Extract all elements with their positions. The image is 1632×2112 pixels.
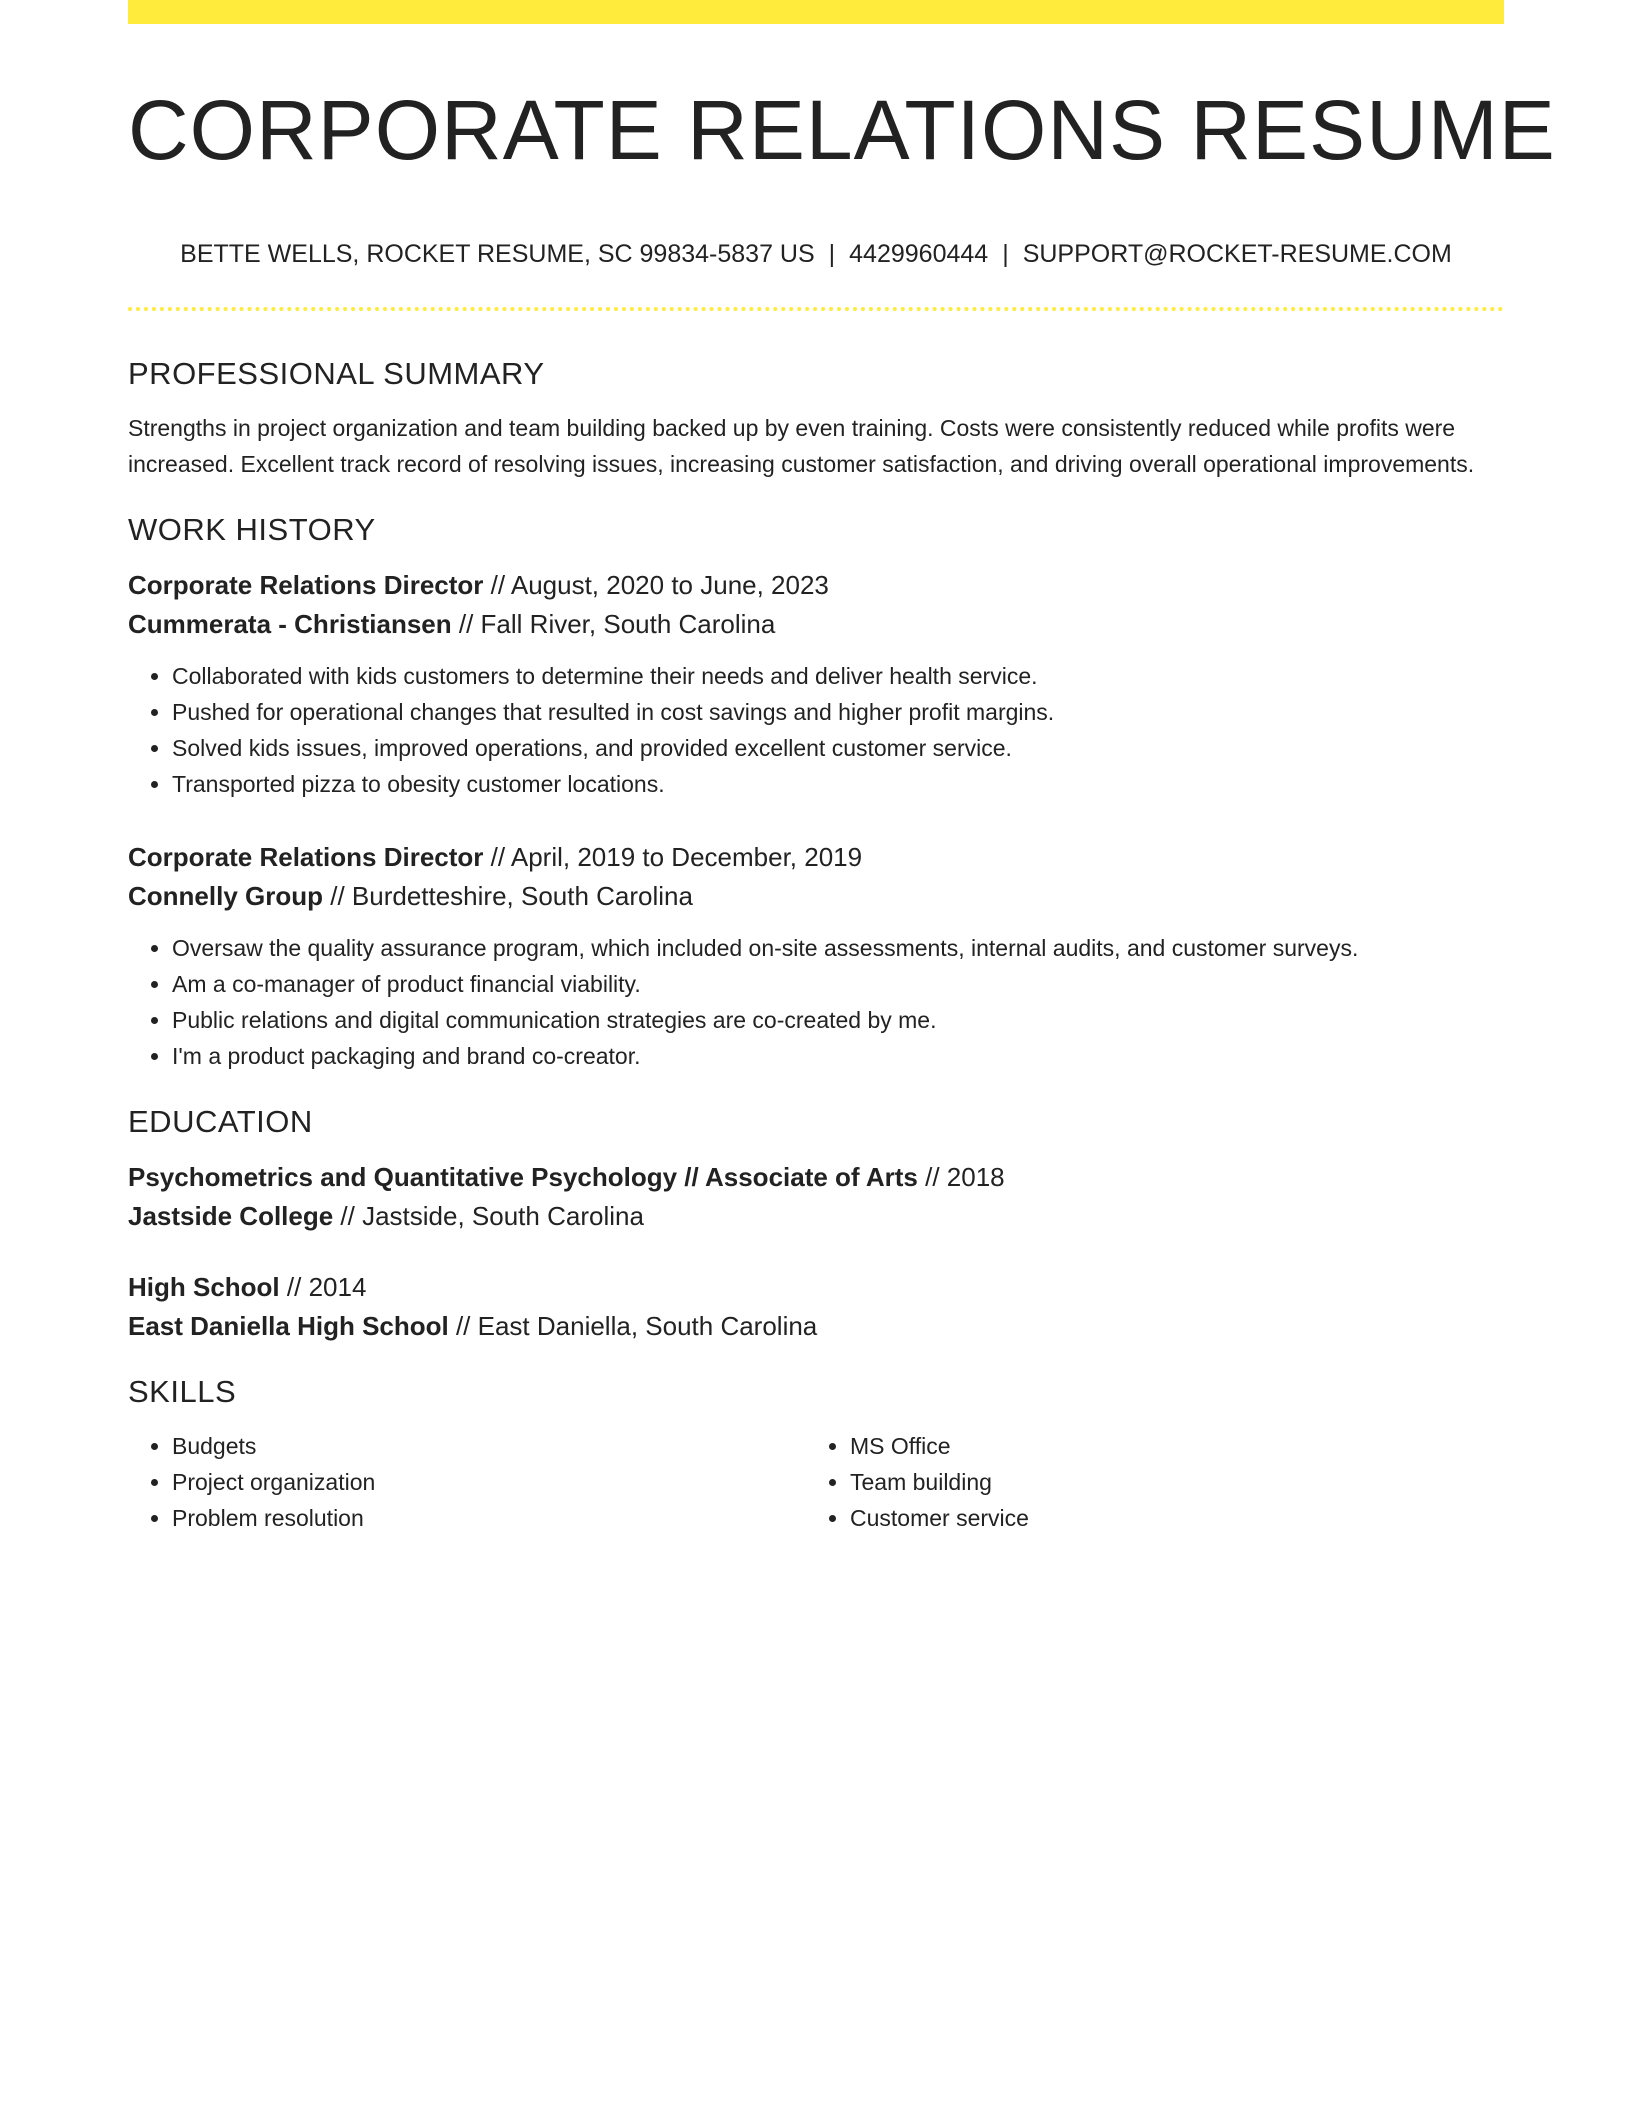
education-location: // Jastside, South Carolina: [333, 1201, 644, 1231]
job-company: Cummerata - Christiansen: [128, 609, 452, 639]
education-year: // 2014: [279, 1272, 367, 1302]
job-title: Corporate Relations Director: [128, 570, 484, 600]
education-school-line: [128, 1197, 1504, 1236]
summary-heading: PROFESSIONAL SUMMARY: [128, 356, 545, 391]
contact-phone: 4429960444: [849, 240, 989, 268]
resume-content: [128, 352, 1504, 1536]
job-company: Connelly Group: [128, 881, 323, 911]
list-item: • Customer service: [850, 1500, 1484, 1536]
list-item: • MS Office: [850, 1428, 1484, 1464]
skills-list-right: [806, 1428, 1484, 1536]
education-year: // 2018: [917, 1162, 1005, 1192]
job-company-line: [128, 605, 1504, 644]
list-item: • Transported pizza to obesity customer locations.: [172, 766, 1504, 802]
top-accent-bar: [128, 0, 1504, 24]
summary-section: [128, 352, 1504, 482]
education-school: East Daniella High School: [128, 1311, 449, 1341]
page-title: CORPORATE RELATIONS RESUME: [128, 83, 1556, 177]
education-section: [128, 1100, 1504, 1346]
job-title-line: [128, 838, 1504, 877]
job-company-line: [128, 877, 1504, 916]
list-item: • Problem resolution: [172, 1500, 806, 1536]
list-item: • Oversaw the quality assurance program, which included on-site assessments, internal audits, and customer surveys.: [172, 930, 1504, 966]
job-title: Corporate Relations Director: [128, 842, 484, 872]
list-item: • Solved kids issues, improved operations, and provided excellent customer service.: [172, 730, 1504, 766]
education-entry: [128, 1158, 1504, 1236]
education-degree-line: [128, 1158, 1504, 1197]
skills-list-left: [128, 1428, 806, 1536]
header-divider: [128, 307, 1504, 311]
contact-separator: |: [1002, 240, 1009, 268]
job-entry: [128, 566, 1504, 802]
education-entry: [128, 1268, 1504, 1346]
job-entry: [128, 838, 1504, 1074]
contact-address: BETTE WELLS, ROCKET RESUME, SC 99834-5837 US: [180, 240, 815, 268]
skills-heading: SKILLS: [128, 1374, 237, 1409]
list-item: • Project organization: [172, 1464, 806, 1500]
education-location: // East Daniella, South Carolina: [448, 1311, 818, 1341]
education-degree-line: [128, 1268, 1504, 1307]
job-dates: // April, 2019 to December, 2019: [483, 842, 863, 872]
list-item: • Public relations and digital communication strategies are co-created by me.: [172, 1002, 1504, 1038]
education-school: Jastside College: [128, 1201, 334, 1231]
list-item: • Budgets: [172, 1428, 806, 1464]
list-item: • Collaborated with kids customers to determine their needs and deliver health service.: [172, 658, 1504, 694]
skills-columns: [128, 1428, 1504, 1536]
job-location: // Burdetteshire, South Carolina: [323, 881, 693, 911]
work-history-section: [128, 508, 1504, 1074]
list-item: • Pushed for operational changes that resulted in cost savings and higher profit margins.: [172, 694, 1504, 730]
contact-line: [128, 236, 1504, 272]
job-dates: // August, 2020 to June, 2023: [483, 570, 829, 600]
education-degree: Psychometrics and Quantitative Psychology // Associate of Arts: [128, 1162, 918, 1192]
summary-text: Strengths in project organization and team building backed up by even training. Costs were consistently reduced while profits were increased. Excellent track record of resolving issues, increasing customer satisfaction, and driving overall operational improvements.: [128, 415, 1475, 477]
education-school-line: [128, 1307, 1504, 1346]
education-degree: High School: [128, 1272, 280, 1302]
job-bullets: [128, 930, 1504, 1074]
job-title-line: [128, 566, 1504, 605]
job-bullets: [128, 658, 1504, 802]
list-item: • Team building: [850, 1464, 1484, 1500]
list-item: • I'm a product packaging and brand co-creator.: [172, 1038, 1504, 1074]
job-location: // Fall River, South Carolina: [451, 609, 776, 639]
contact-email: SUPPORT@ROCKET-RESUME.COM: [1022, 240, 1452, 268]
contact-separator: |: [828, 240, 836, 268]
list-item: • Am a co-manager of product financial viability.: [172, 966, 1504, 1002]
education-heading: EDUCATION: [128, 1104, 313, 1139]
skills-section: [128, 1370, 1504, 1536]
work-history-heading: WORK HISTORY: [128, 512, 376, 547]
